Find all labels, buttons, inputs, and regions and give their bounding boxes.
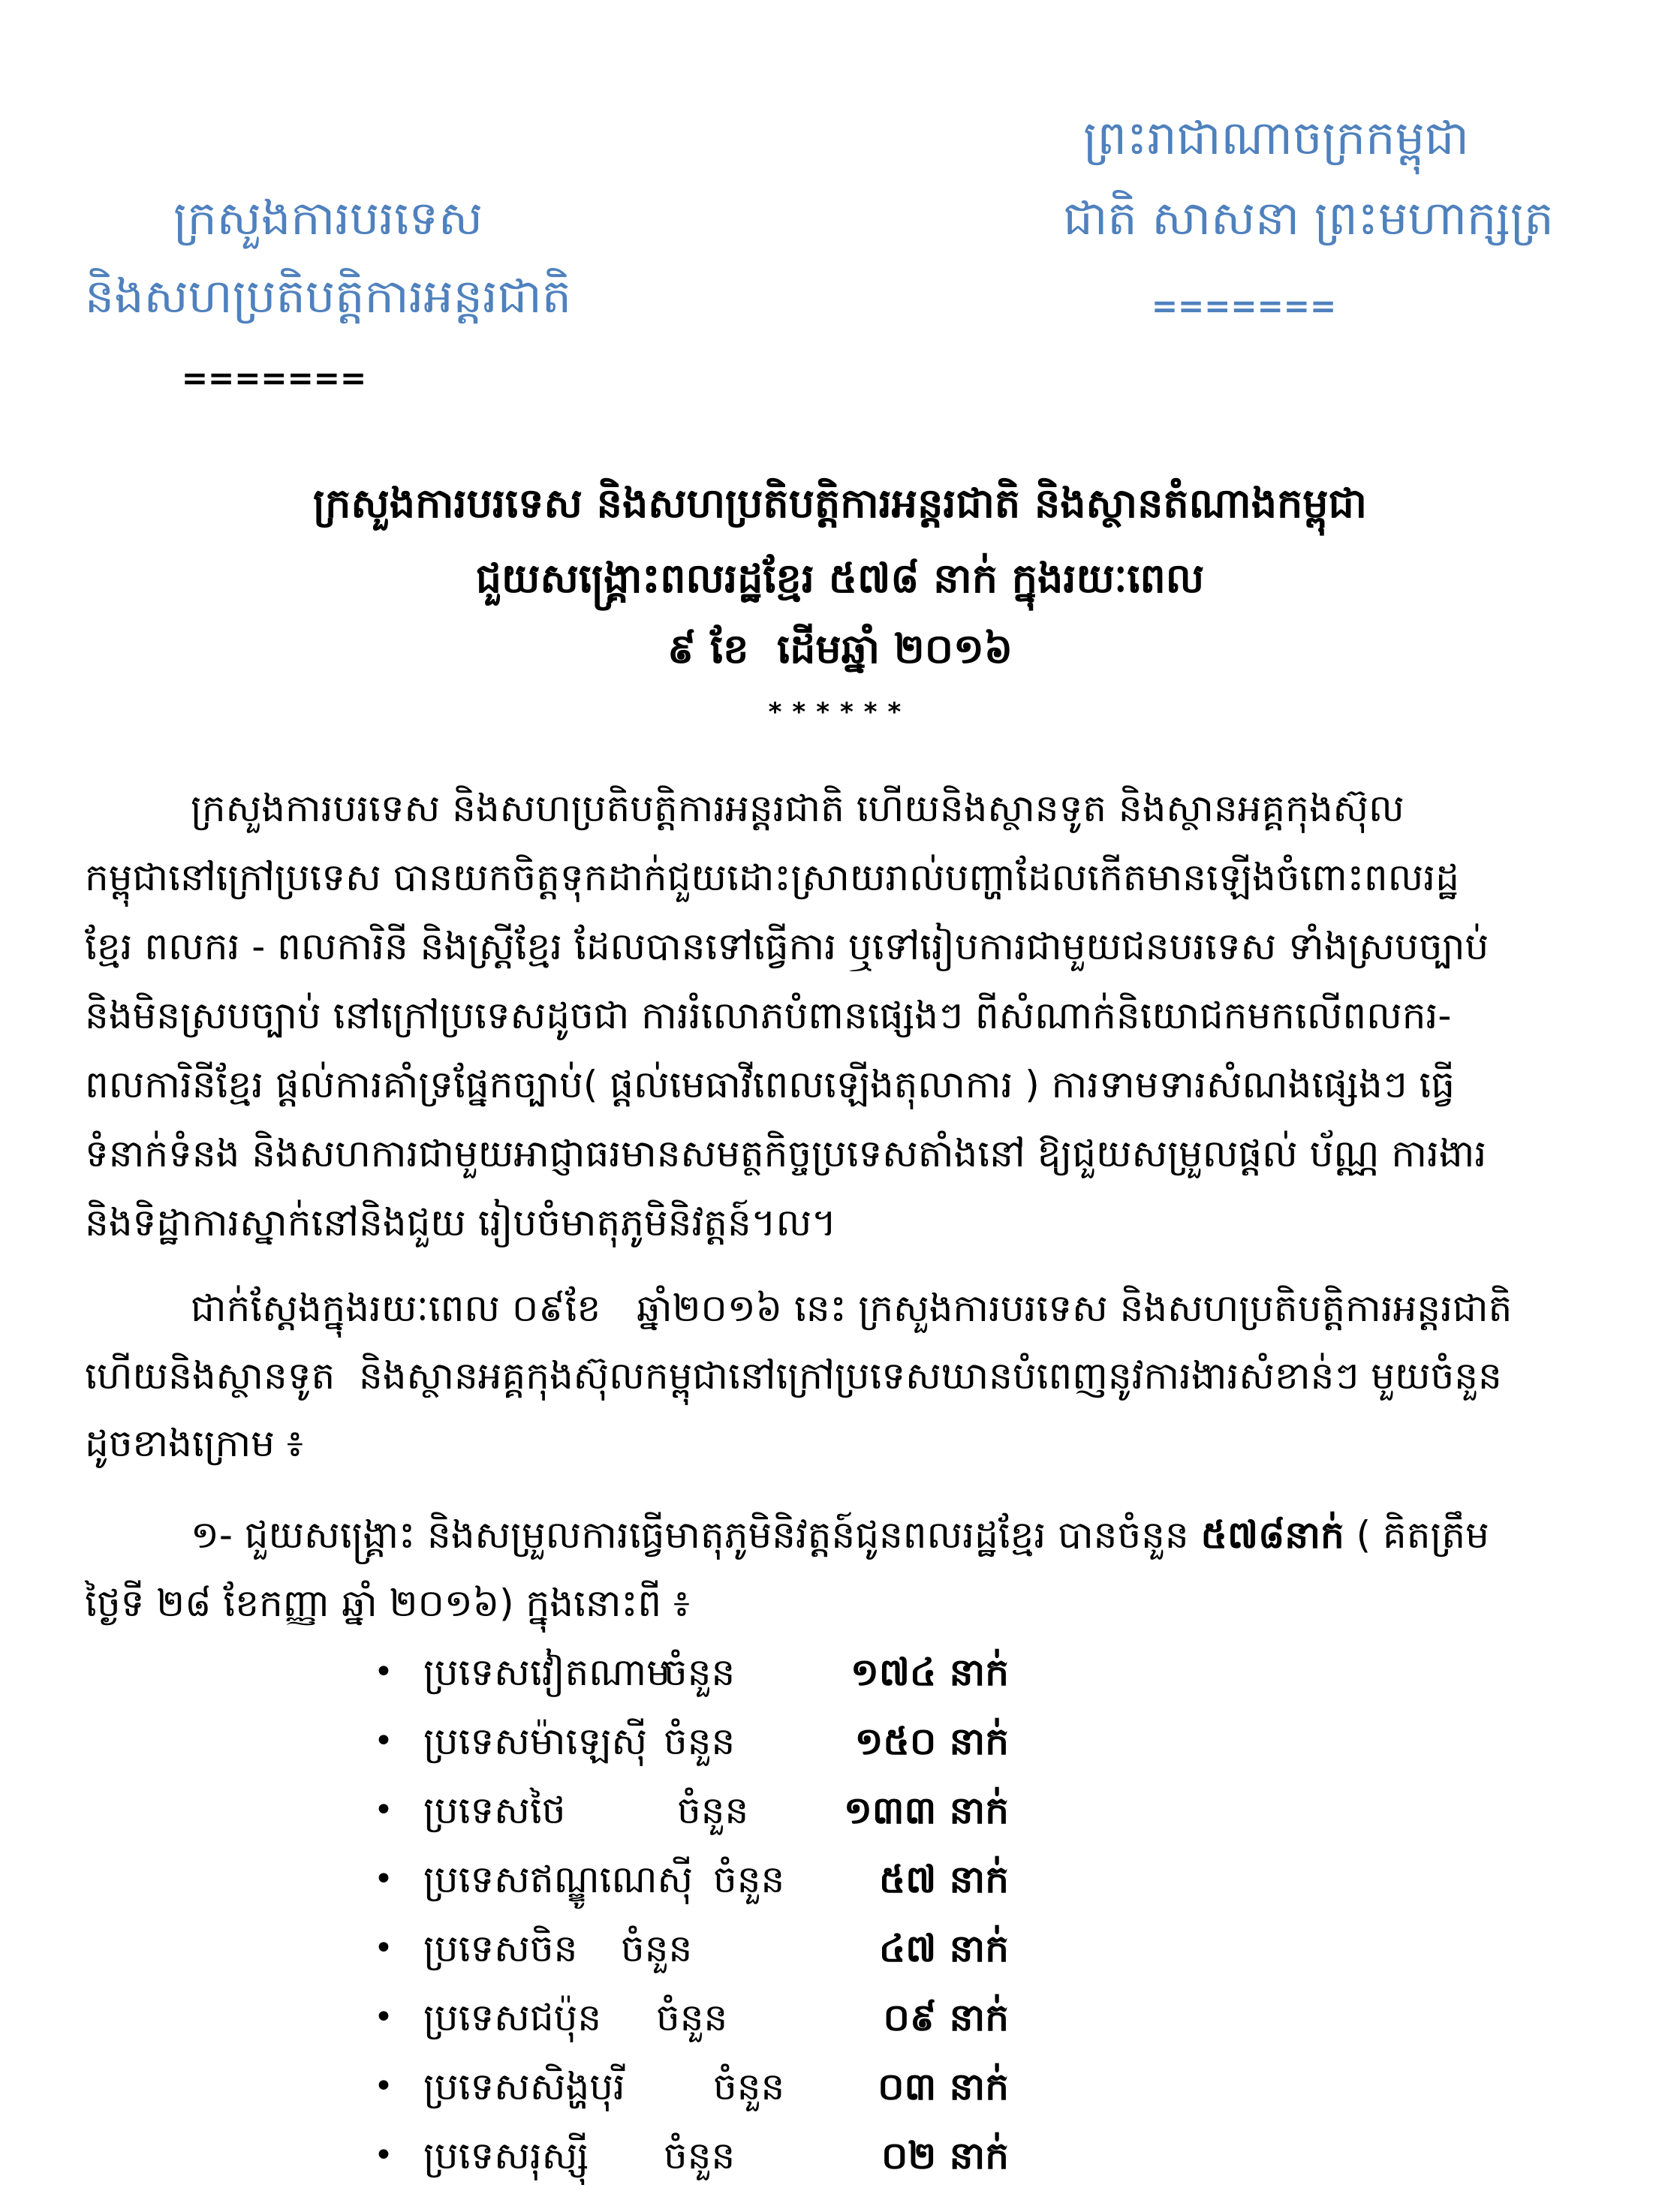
person-count: ៥៧ នាក់ <box>878 1858 1009 1901</box>
paragraph-3-line2: ថ្ងៃទី ២៨ ខែកញ្ញា ឆ្នាំ ២០១៦) ក្នុងនោះពី ៖ <box>85 1582 691 1625</box>
count-label: ចំនួន <box>713 1858 785 1901</box>
country-name: ប្រទេសរុស្ស៊ី <box>423 2134 589 2177</box>
person-count: ០៣ នាក់ <box>878 2065 1009 2108</box>
list-item <box>374 2123 1009 2189</box>
list-item <box>374 1639 1009 1705</box>
bullet-icon: • <box>374 2067 393 2105</box>
person-count: ១៣៣ នាក់ <box>843 1789 1009 1832</box>
ministry-name-line2: និងសហប្រតិបត្តិការអន្តរជាតិ <box>84 269 572 324</box>
count-label: ចំនួន <box>656 1996 728 2039</box>
paragraph-3-line1 <box>191 1501 1602 1569</box>
list-item <box>374 1916 1009 1982</box>
count-label: ចំនួន <box>664 2134 736 2177</box>
country-name: ប្រទេសថៃ <box>423 1789 566 1832</box>
list-item <box>374 1708 1009 1774</box>
paragraph-1-line: កម្ពុជានៅក្រៅប្រទេស បានយកចិត្តទុកដាក់ជួយដោះស្រាយរាល់បញ្ហាដែលកើតមានឡើងចំពោះពលរដ្ឋ <box>85 856 1459 899</box>
country-name: ប្រទេសឥណ្ឌូណេស៊ី <box>423 1858 694 1901</box>
bullet-icon: • <box>374 1653 393 1691</box>
total-rescued-count: ៥៧៨នាក់ <box>1200 1513 1344 1557</box>
paragraph-3-text-after: ( គិតត្រឹម <box>1344 1513 1489 1557</box>
count-label: ចំនួន <box>677 1789 749 1832</box>
paragraph-2-line: ជាក់ស្តែងក្នុងរយៈពេល ០៩ខែ ឆ្នាំ២០១៦ នេះ ក្រសួងការបរទេស និងសហប្រតិបត្តិការអន្តរជាតិ <box>191 1287 1513 1330</box>
paragraph-3-text-before: ១- ជួយសង្គ្រោះ និងសម្រួលការធ្វើមាតុភូមិនិវត្តន៍ជូនពលរដ្ឋខ្មែរ បានចំនួន <box>191 1513 1201 1557</box>
document-title-line2: ជួយសង្គ្រោះពលរដ្ឋខ្មែរ ៥៧៨ នាក់ ក្នុងរយៈពេល <box>475 555 1205 602</box>
list-item <box>374 1985 1009 2051</box>
count-label: ចំនួន <box>664 1720 736 1763</box>
bullet-icon: • <box>374 1998 393 2036</box>
country-name: ប្រទេសម៉ាឡេស៊ី <box>423 1720 648 1763</box>
person-count: ១៧៤ នាក់ <box>850 1651 1009 1694</box>
country-name: ប្រទេសជប៉ុន <box>423 1996 602 2039</box>
person-count: ០៩ នាក់ <box>883 1996 1009 2039</box>
count-label: ចំនួន <box>621 1927 693 1970</box>
bullet-icon: • <box>374 1860 393 1898</box>
person-count: ១៥០ នាក់ <box>854 1720 1009 1763</box>
country-name: ប្រទេសវៀតណាម <box>423 1651 670 1694</box>
count-label: ចំនួន <box>664 1651 736 1694</box>
national-motto: ជាតិ សាសនា ព្រះមហាក្សត្រ <box>1063 191 1554 245</box>
person-count: ០២ នាក់ <box>881 2134 1009 2177</box>
kingdom-name: ព្រះរាជាណាចក្រកម្ពុជា <box>1083 110 1469 165</box>
bullet-icon: • <box>374 1929 393 1967</box>
title-star-separator: ****** <box>768 697 912 727</box>
paragraph-1-line: និងទិដ្ឋាការស្នាក់នៅនិងជួយ រៀបចំមាតុភូមិនិវត្តន៍។ល។ <box>85 1201 837 1244</box>
paragraph-1-line: ទំនាក់ទំនង និងសហការជាមួយអាជ្ញាធរមានសមត្ថកិច្ចប្រទេសតាំងនៅ ឱ្យជួយសម្រួលផ្តល់ ប័ណ្ណ ការងារ <box>85 1132 1487 1175</box>
paragraph-1-line: និងមិនស្របច្បាប់ នៅក្រៅប្រទេសដូចជា ការរំលោភបំពានផ្សេងៗ ពីសំណាក់និយោជកមកលើពលករ- <box>85 994 1452 1037</box>
list-item <box>374 1777 1009 1843</box>
paragraph-2-line: ដូចខាងក្រោម ៖ <box>85 1422 303 1465</box>
list-item <box>374 1846 1009 1913</box>
bullet-icon: • <box>374 1722 393 1760</box>
right-header-divider: ======= <box>1151 287 1337 324</box>
paragraph-2-line: ហើយនិងស្ថានទូត និងស្ថានអគ្គកុងស៊ុលកម្ពុជានៅក្រៅប្រទេសឃានបំពេញនូវការងារសំខាន់ៗ មួយចំនួន <box>85 1354 1502 1398</box>
country-name: ប្រទេសចិន <box>423 1927 578 1970</box>
document-title-line1: ក្រសួងការបរទេស និងសហប្រតិបត្តិការអន្តរជាតិ និងស្ថានតំណាងកម្ពុជា <box>313 480 1367 527</box>
bullet-icon: • <box>374 2136 393 2174</box>
paragraph-1-line: ខ្មែរ ពលករ - ពលការិនី និងស្ត្រីខ្មែរ ដែលបានទៅធ្វើការ ឬទៅរៀបការជាមួយជនបរទេស ទាំងស្របច្បាប់ <box>85 925 1489 968</box>
left-header-divider: ======= <box>181 360 367 396</box>
ministry-name-line1: ក្រសួងការបរទេស <box>173 191 483 245</box>
list-item <box>374 2054 1009 2120</box>
paragraph-1-line: ក្រសួងការបរទេស និងសហប្រតិបត្តិការអន្តរជាតិ ហើយនិងស្ថានទូត និងស្ថានអគ្គកុងស៊ុល <box>191 787 1405 830</box>
document-title-line3: ៩ ខែ ដើមឆ្នាំ ២០១៦ <box>667 625 1013 673</box>
country-name: ប្រទេសសិង្ហបុរី <box>423 2065 625 2108</box>
bullet-icon: • <box>374 1791 393 1829</box>
count-label: ចំនួន <box>713 2065 785 2108</box>
person-count: ៤៧ នាក់ <box>878 1927 1009 1970</box>
paragraph-1-line: ពលការិនីខ្មែរ ផ្តល់ការគាំទ្រផ្នែកច្បាប់( ផ្តល់មេធាវីពេលឡើងតុលាការ ) ការទាមទារសំណងផ្សេងៗ ធ្វើ <box>85 1063 1456 1106</box>
